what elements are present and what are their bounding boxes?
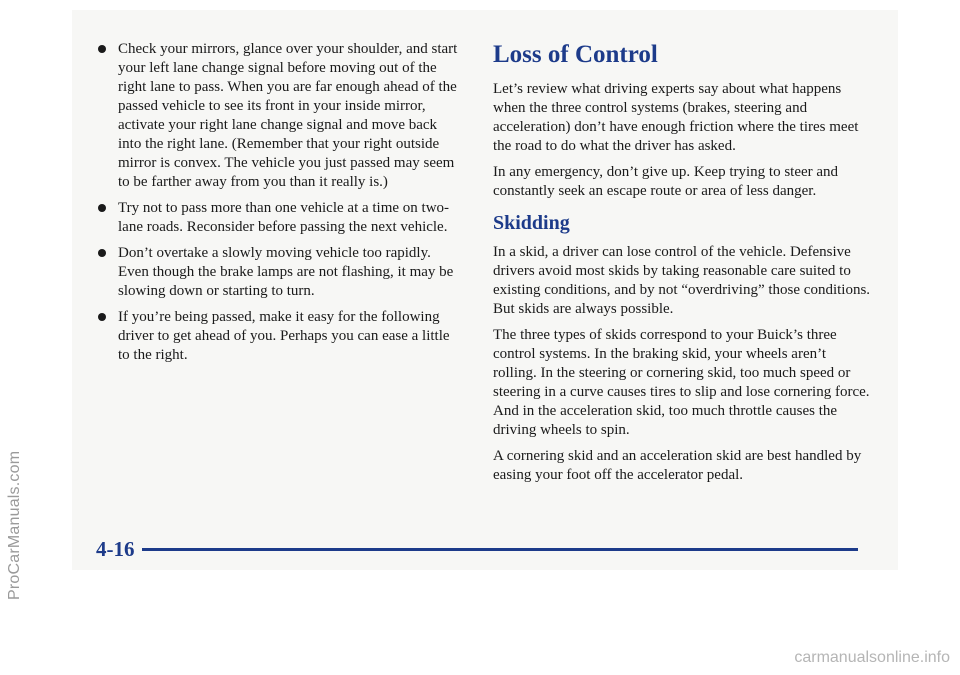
bullet-icon <box>98 313 106 321</box>
site-watermark: carmanualsonline.info <box>794 649 950 666</box>
right-column <box>493 40 873 492</box>
list-item <box>96 308 460 365</box>
body-paragraph: The three types of skids correspond to your Buick’s three control systems. In the braking skid, your wheels aren’t rolling. In the steering or cornering skid, too much speed or steering in a curve causes tires to slip and lose cornering force. And in the acceleration skid, too much throttle causes the driving wheels to spin. <box>493 327 870 438</box>
body-paragraph: In a skid, a driver can lose control of the vehicle. Defensive drivers avoid most skids by taking reasonable care suited to existing conditions, and by not “overdriving” those conditions. But skids are always possible. <box>493 244 871 317</box>
intro-paragraph: Let’s review what driving experts say about what happens when the three control systems (brakes, steering and acceleration) don’t have enough friction where the tires meet the road to do what the driver has asked. <box>493 81 859 154</box>
passing-tips-list <box>96 40 460 365</box>
list-item <box>96 40 460 192</box>
page-number: 4-16 <box>96 537 135 561</box>
body-paragraph: A cornering skid and an acceleration skid are best handled by easing your foot off the accelerator pedal. <box>493 448 862 483</box>
bullet-icon <box>98 45 106 53</box>
list-item-text: Check your mirrors, glance over your shoulder, and start your left lane change signal before moving out of the right lane to pass. When you are far enough ahead of the passed vehicle to see its front in your inside mirror, activate your right lane change signal and move back into the right lane. (Remember that your right outside mirror is convex. The vehicle you just passed may seem to be farther away from you than it really is.) <box>118 41 458 190</box>
bullet-icon <box>98 204 106 212</box>
bullet-icon <box>98 249 106 257</box>
side-watermark: ProCarManuals.com <box>6 450 23 600</box>
list-item-text: If you’re being passed, make it easy for the following driver to get ahead of you. Perhaps you can ease a little to the right. <box>118 309 450 363</box>
list-item <box>96 199 460 237</box>
left-column <box>96 40 460 372</box>
section-heading: Loss of Control <box>493 41 658 68</box>
intro-paragraph: In any emergency, don’t give up. Keep trying to steer and constantly seek an escape route or area of less danger. <box>493 164 839 199</box>
footer-divider <box>142 548 858 551</box>
list-item <box>96 244 460 301</box>
list-item-text: Try not to pass more than one vehicle at a time on two-lane roads. Reconsider before passing the next vehicle. <box>118 200 450 235</box>
subsection-heading: Skidding <box>493 212 570 234</box>
list-item-text: Don’t overtake a slowly moving vehicle too rapidly. Even though the brake lamps are not flashing, it may be slowing down or starting to turn. <box>118 245 454 299</box>
